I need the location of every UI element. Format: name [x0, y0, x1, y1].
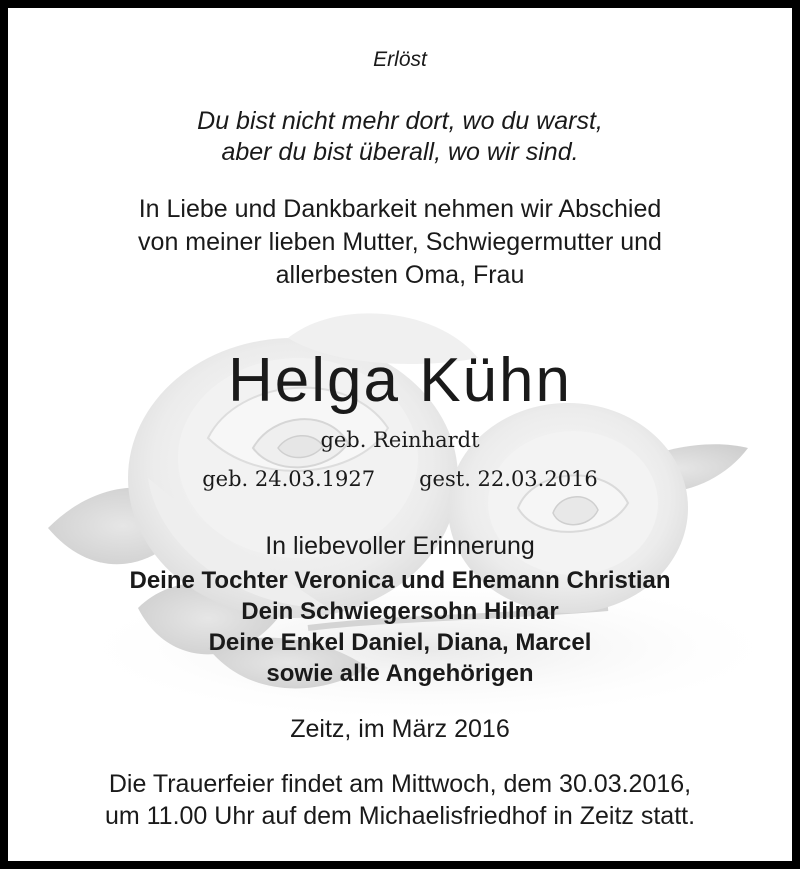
mourner-line: Deine Enkel Daniel, Diana, Marcel [208, 629, 592, 656]
heading: Erlöst [373, 48, 427, 71]
life-dates [8, 467, 792, 491]
birth-date: geb. 24.03.1927 [202, 467, 376, 491]
intro-line: allerbesten Oma, Frau [275, 261, 525, 289]
obituary-text [8, 8, 792, 861]
place-date: Zeitz, im März 2016 [290, 715, 510, 743]
intro-line: In Liebe und Dankbarkeit nehmen wir Abschied [138, 195, 662, 223]
quote-line: Du bist nicht mehr dort, wo du warst, [197, 107, 603, 135]
mourner-line: sowie alle Angehörigen [266, 660, 534, 687]
funeral-info-line: Die Trauerfeier findet am Mittwoch, dem 30.03.2016, [108, 770, 692, 798]
memory-line: In liebevoller Erinnerung [265, 532, 535, 560]
funeral-info-line: um 11.00 Uhr auf dem Michaelisfriedhof in Zeitz statt. [104, 802, 696, 830]
deceased-name: Helga Kühn [227, 346, 573, 415]
mourner-line: Deine Tochter Veronica und Ehemann Christian [129, 567, 671, 594]
quote-line: aber du bist überall, wo wir sind. [221, 138, 579, 166]
death-date: gest. 22.03.2016 [419, 467, 598, 491]
maiden-name: geb. Reinhardt [320, 428, 480, 452]
intro-line: von meiner lieben Mutter, Schwiegermutter und [138, 228, 662, 256]
mourner-line: Dein Schwiegersohn Hilmar [241, 598, 559, 625]
